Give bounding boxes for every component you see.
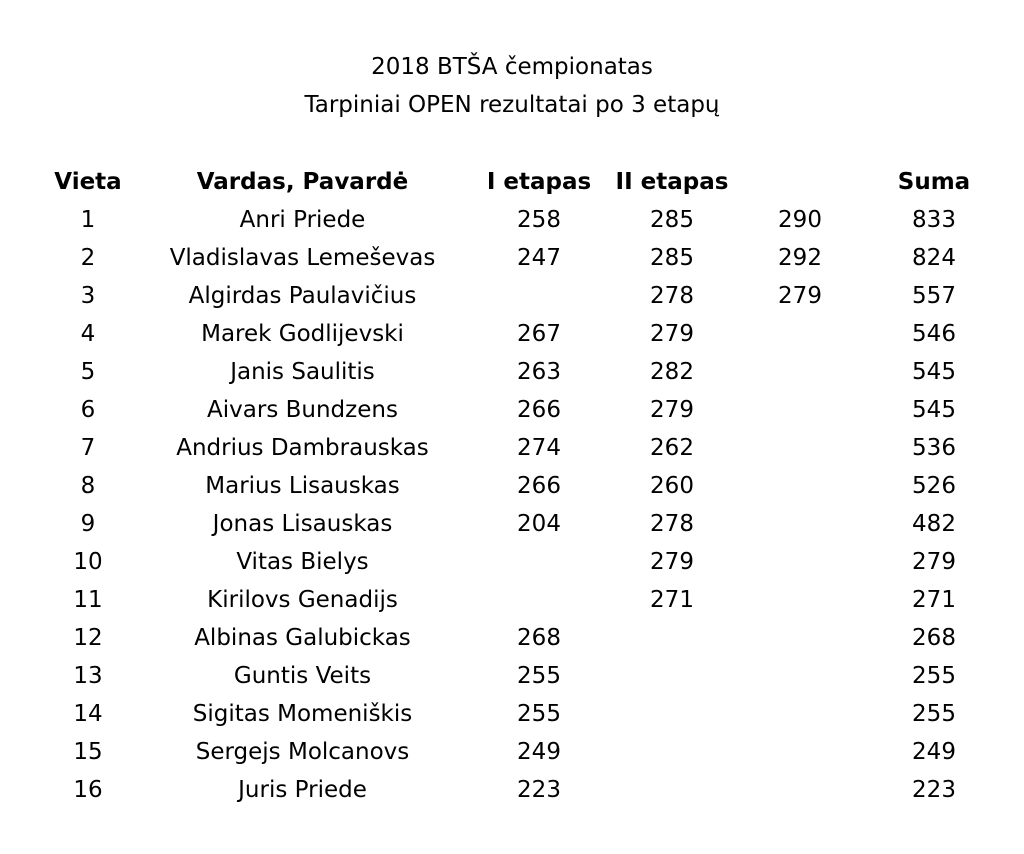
total-cell: 536 xyxy=(912,435,956,461)
total-cell: 557 xyxy=(912,283,956,309)
stage-1-cell: 255 xyxy=(517,701,561,727)
stage-2-cell: 279 xyxy=(650,397,694,423)
table-row xyxy=(0,695,1024,733)
place-cell: 3 xyxy=(80,283,96,309)
stage-1-cell: 204 xyxy=(517,511,561,537)
total-cell: 223 xyxy=(912,777,956,803)
stage-2-cell: 278 xyxy=(650,511,694,537)
place-cell: 4 xyxy=(80,321,96,347)
stage-2-cell: 278 xyxy=(650,283,694,309)
name-cell: Kirilovs Genadijs xyxy=(207,587,398,613)
stage-3-cell: 292 xyxy=(778,245,822,271)
stage-3-cell: 290 xyxy=(778,207,822,233)
table-body xyxy=(0,201,1024,809)
stage-3-cell: 279 xyxy=(778,283,822,309)
table-row xyxy=(0,201,1024,239)
stage-2-cell: 285 xyxy=(650,245,694,271)
total-cell: 279 xyxy=(912,549,956,575)
table-row xyxy=(0,277,1024,315)
table-row xyxy=(0,315,1024,353)
header-stage-1: I etapas xyxy=(486,169,592,195)
name-cell: Vitas Bielys xyxy=(236,549,369,575)
place-cell: 14 xyxy=(73,701,103,727)
place-cell: 5 xyxy=(80,359,96,385)
place-cell: 12 xyxy=(73,625,103,651)
place-cell: 9 xyxy=(80,511,96,537)
name-cell: Albinas Galubickas xyxy=(194,625,411,651)
total-cell: 545 xyxy=(912,359,956,385)
total-cell: 482 xyxy=(912,511,956,537)
place-cell: 11 xyxy=(73,587,103,613)
place-cell: 13 xyxy=(73,663,103,689)
stage-2-cell: 279 xyxy=(650,549,694,575)
total-cell: 546 xyxy=(912,321,956,347)
header-name: Vardas, Pavardė xyxy=(196,169,409,195)
stage-2-cell: 260 xyxy=(650,473,694,499)
stage-1-cell: 255 xyxy=(517,663,561,689)
name-cell: Marius Lisauskas xyxy=(205,473,400,499)
table-row xyxy=(0,429,1024,467)
document-title: 2018 BTŠA čempionatas xyxy=(371,54,653,80)
place-cell: 15 xyxy=(73,739,103,765)
table-row xyxy=(0,505,1024,543)
stage-1-cell: 258 xyxy=(517,207,561,233)
table-row xyxy=(0,391,1024,429)
name-cell: Jonas Lisauskas xyxy=(212,511,393,537)
total-cell: 249 xyxy=(912,739,956,765)
name-cell: Janis Saulitis xyxy=(230,359,375,385)
total-cell: 824 xyxy=(912,245,956,271)
total-cell: 255 xyxy=(912,663,956,689)
name-cell: Aivars Bundzens xyxy=(207,397,398,423)
table-row xyxy=(0,543,1024,581)
table-row xyxy=(0,771,1024,809)
table-header-row xyxy=(0,163,1024,201)
total-cell: 526 xyxy=(912,473,956,499)
name-cell: Vladislavas Lemeševas xyxy=(169,245,436,271)
total-cell: 833 xyxy=(912,207,956,233)
table-row xyxy=(0,239,1024,277)
table-row xyxy=(0,619,1024,657)
stage-1-cell: 223 xyxy=(517,777,561,803)
total-cell: 268 xyxy=(912,625,956,651)
table-row xyxy=(0,353,1024,391)
stage-2-cell: 279 xyxy=(650,321,694,347)
name-cell: Andrius Dambrauskas xyxy=(176,435,429,461)
stage-2-cell: 271 xyxy=(650,587,694,613)
name-cell: Juris Priede xyxy=(238,777,367,803)
name-cell: Guntis Veits xyxy=(233,663,372,689)
table-row xyxy=(0,657,1024,695)
table-row xyxy=(0,733,1024,771)
stage-1-cell: 266 xyxy=(517,397,561,423)
stage-1-cell: 247 xyxy=(517,245,561,271)
stage-2-cell: 282 xyxy=(650,359,694,385)
place-cell: 8 xyxy=(80,473,96,499)
stage-1-cell: 263 xyxy=(517,359,561,385)
stage-1-cell: 267 xyxy=(517,321,561,347)
place-cell: 10 xyxy=(73,549,103,575)
document-subtitle: Tarpiniai OPEN rezultatai po 3 etapų xyxy=(304,92,720,118)
name-cell: Sigitas Momeniškis xyxy=(192,701,413,727)
total-cell: 255 xyxy=(912,701,956,727)
stage-2-cell: 262 xyxy=(650,435,694,461)
total-cell: 271 xyxy=(912,587,956,613)
place-cell: 6 xyxy=(80,397,96,423)
results-table xyxy=(0,163,1024,809)
place-cell: 16 xyxy=(73,777,103,803)
stage-1-cell: 266 xyxy=(517,473,561,499)
place-cell: 2 xyxy=(80,245,96,271)
name-cell: Marek Godlijevski xyxy=(201,321,404,347)
stage-2-cell: 285 xyxy=(650,207,694,233)
name-cell: Sergejs Molcanovs xyxy=(195,739,410,765)
name-cell: Anri Priede xyxy=(239,207,366,233)
header-vieta: Vieta xyxy=(54,169,122,195)
table-row xyxy=(0,467,1024,505)
name-cell: Algirdas Paulavičius xyxy=(188,283,417,309)
table-row xyxy=(0,581,1024,619)
total-cell: 545 xyxy=(912,397,956,423)
place-cell: 7 xyxy=(80,435,96,461)
header-stage-2: II etapas xyxy=(615,169,729,195)
stage-1-cell: 249 xyxy=(517,739,561,765)
header-suma: Suma xyxy=(897,169,971,195)
place-cell: 1 xyxy=(80,207,96,233)
stage-1-cell: 268 xyxy=(517,625,561,651)
stage-1-cell: 274 xyxy=(517,435,561,461)
